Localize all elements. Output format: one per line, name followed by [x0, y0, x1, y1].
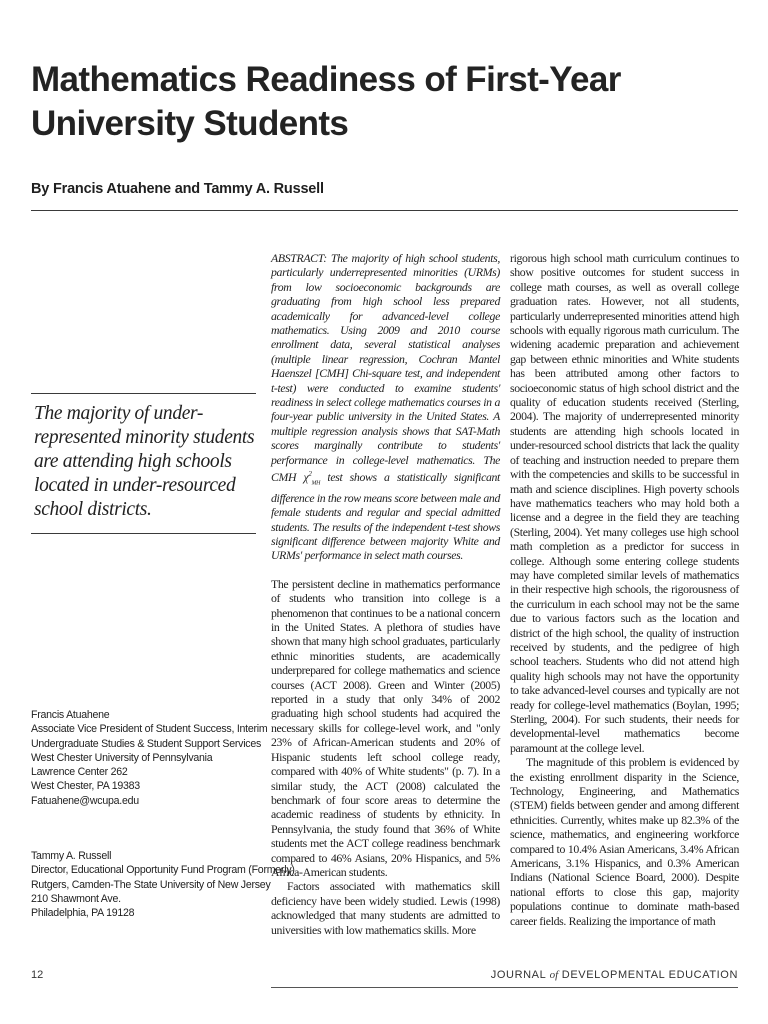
- body-paragraph: The persistent decline in mathematics performance of students who transition into college is a phenomenon that continues to be a national concern in the United States. A plethora of studies have shown that many high school graduates, particularly ethnic minorities students, are academically underprepared for college mathematics and science courses (ACT 2008). Green and Winter (2005) reported in a study that only 34% of 2002 graduating high school students had acquired the necessary skills for college-level work, and "only 23% of African-American students and 20% of Hispanic students left school college ready, compared with 40% of White students" (p. 7). In a similar study, the ACT (2008) calculated the benchmark of four score areas to determine the academic readiness of students by ethnicity. In Pennsylvania, the study found that 36% of White students met the ACT college readiness benchmark compared to 46% Asians, 20% Hispanics, and 5% Africa-American students.: [271, 576, 500, 879]
- pull-quote-bottom-rule: [31, 533, 256, 534]
- author2-line: Director, Educational Opportunity Fund Program (Formerly): [31, 864, 295, 877]
- abstract-text-continued: test shows a statistically significant difference in the row means score between male and female students and regular and special admitted students. The results of the independent t-test shows significant difference between majority White and URMs' performance in select math courses.: [271, 470, 500, 563]
- pull-quote: The majority of under-represented minority students are attending high schools located in under-resourced school districts.: [34, 403, 255, 520]
- author1-affiliation: [31, 708, 268, 808]
- byline: By Francis Atuahene and Tammy A. Russell: [31, 181, 324, 197]
- right-column: [510, 251, 739, 928]
- author1-name: Francis Atuahene: [31, 709, 110, 721]
- author1-line: West Chester, PA 19383: [31, 780, 140, 793]
- author1-email: Fatuahene@wcupa.edu: [31, 794, 139, 807]
- abstract: [271, 251, 500, 563]
- body-paragraph: Factors associated with mathematics skill deficiency have been widely studied. Lewis (1998) acknowledged that many students are admitted to universities with low mathematics skills. More: [271, 879, 500, 937]
- page-number: 12: [31, 969, 44, 981]
- body-paragraph: rigorous high school math curriculum continues to show positive outcomes for student success in college math courses, as well as overall college graduation rates. However, not all students, particularly underrepresented minorities attend high schools with equally rigorous math curriculum. The widening academic preparation and achievement gap between ethnic minorities and White students has been attributed among other factors to socioeconomic status of high school district and the quality of education students received (Sterling, 2004). The majority of underrepresented minority students are attending high schools located in under-resourced school districts that lack the quality of teaching and instruction needed to prepare them with the competencies and skills to be successful in math and science disciplines. High poverty schools have mathematics teachers who may hold both a license and a degree in the field they are teaching (Sterling, 2004). Yet many colleges use high school math completion as a predictor for success in college. Although some entering college students may have completed similar levels of mathematics in their respective high schools, the rigorousness of the curriculum in each school may not be the same due to various factors such as the location and district of the high school, the quality of instruction received by students, and the pedigree of high school teachers. Students who did not attend high quality high schools may not have the opportunity to take advanced-level courses and typically are not ready for college-level mathematics (Boylan, 1995; Sterling, 2004). For such students, their needs for developmental-level mathematics become paramount at the college level.: [510, 251, 739, 755]
- chi-square-symbol: $\chi^2_{MH}$: [303, 470, 321, 487]
- author2-line: 210 Shawmont Ave.: [31, 892, 121, 905]
- middle-column: [271, 251, 500, 937]
- footer-rule: [271, 987, 738, 988]
- article-title: Mathematics Readiness of First-Year University Students: [31, 60, 621, 143]
- pull-quote-top-rule: [31, 393, 256, 394]
- author1-line: Lawrence Center 262: [31, 766, 128, 779]
- author1-line: Undergraduate Studies & Student Support Services: [31, 737, 262, 750]
- author1-line: West Chester University of Pennsylvania: [31, 751, 213, 764]
- title-divider: [31, 210, 738, 211]
- author2-line: Rutgers, Camden-The State University of New Jersey: [31, 878, 271, 891]
- body-paragraph: The magnitude of this problem is evidenced by the existing enrollment disparity in the Science, Technology, Engineering, and Mathematics (STEM) fields between gender and among different ethnicities. Currently, whites make up 82.3% of the science, mathematics, and engineering workforce compared to 10.4% Asian Americans, 3.4% African Americans, 3.1% Hispanics, and 0.3% American Indians (National Science Board, 2000). Despite national efforts to close this gap, majority populations continue to dominate math-based career fields. Realizing the importance of math: [510, 755, 739, 928]
- author2-line: Philadelphia, PA 19128: [31, 907, 135, 920]
- journal-name: JOURNAL of DEVELOPMENTAL EDUCATION: [490, 969, 738, 981]
- author1-line: Associate Vice President of Student Success, Interim: [31, 723, 268, 736]
- author2-affiliation: [31, 849, 295, 920]
- abstract-text: ABSTRACT: The majority of high school students, particularly underrepresented minorities (URMs) from low socioeconomic backgrounds are graduating from high school less prepared academically for advanced-level college mathematics. Using 2009 and 2010 course enrollment data, several statistical analyses (multiple linear regression, Cochran Mantel Haenszel [CMH] Chi-square test, and independent t-test) were conducted to examine students' readiness in select college mathematics courses in a four-year public university in the United States. A multiple regression analysis shows that SAT-Math scores marginally contribute to students' performance in college-level mathematics. The CMH: [271, 251, 500, 485]
- author2-name: Tammy A. Russell: [31, 850, 112, 862]
